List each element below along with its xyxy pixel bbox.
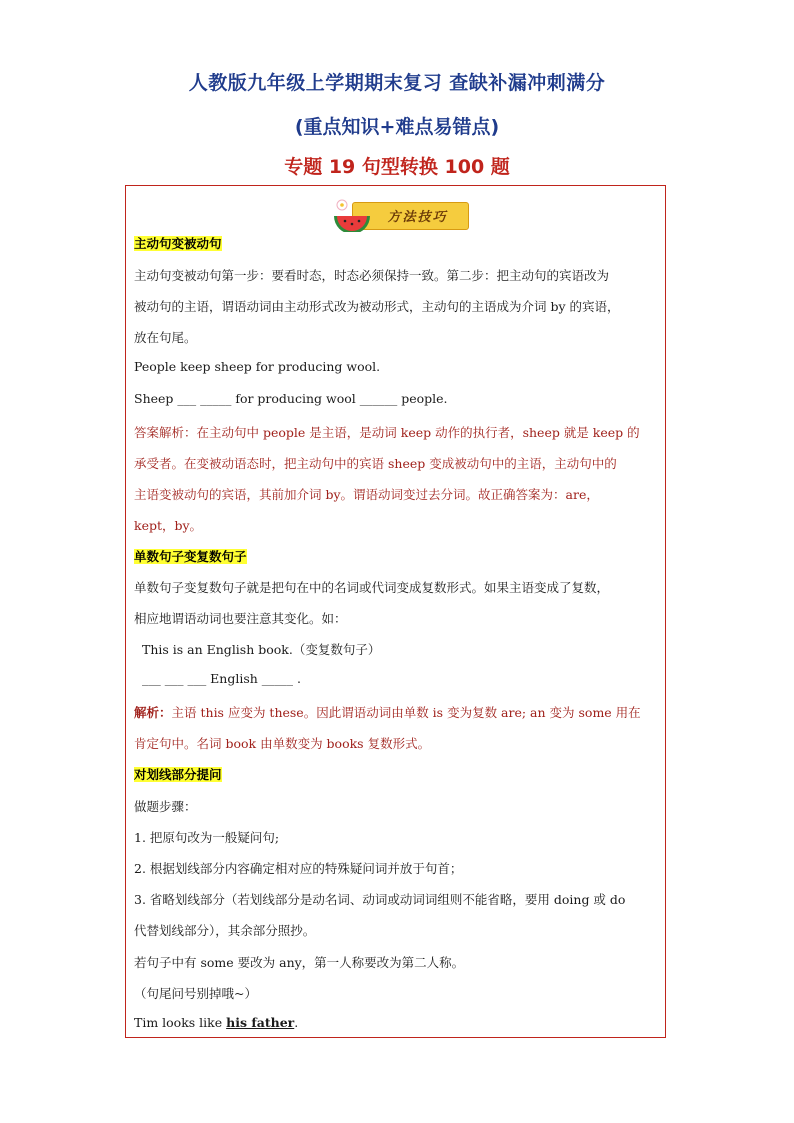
plural-analysis-line: 解析：主语 this 应变为 these。因此谓语动词由单数 is 变为复数 are; an 变为 some 用在 [134,705,641,720]
passive-example: People keep sheep for producing wool. [134,359,381,374]
passive-answer-line: 主语变被动句的宾语，其前加介词 by。谓语动词变过去分词。故正确答案为：are， [134,487,599,502]
section-heading-question: 对划线部分提问 [134,767,222,782]
step-item: 1. 把原句改为一般疑问句; [134,830,280,845]
passive-fill-blank: Sheep ___ _____ for producing wool ______ people. [134,391,448,406]
method-banner [330,194,470,232]
plural-analysis-line: 肯定句中。名词 book 由单数变为 books 复数形式。 [134,736,431,751]
step-item: 代替划线部分），其余部分照抄。 [134,923,316,938]
plural-example: This is an English book.（变复数句子） [142,642,381,657]
steps-label: 做题步骤： [134,799,197,814]
underlined-part: his father [226,1015,295,1030]
document-subtitle: (重点知识+难点易错点) [294,116,500,138]
plural-paragraph-line: 相应地谓语动词也要注意其变化。如： [134,611,347,626]
passive-answer-line: 答案解析：在主动句中 people 是主语，是动词 keep 动作的执行者，sheep 就是 keep 的 [134,425,640,440]
step-item: 2. 根据划线部分内容确定相对应的特殊疑问词并放于句首； [134,861,463,876]
watermelon-icon [330,194,374,232]
topic-title: 专题 19 句型转换 100 题 [284,156,510,178]
question-note: 若句子中有 some 要改为 any，第一人称要改为第二人称。 [134,955,465,970]
passive-paragraph-line: 被动句的主语，谓语动词由主动形式改为被动形式，主动句的主语成为介词 by 的宾语， [134,299,620,314]
banner-label: 方法技巧 [387,210,448,225]
passive-answer-line: kept，by。 [134,518,203,533]
passive-paragraph-line: 主动句变被动句第一步：要看时态，时态必须保持一致。第二步：把主动句的宾语改为 [134,268,610,283]
question-example: Tim looks like his father. [134,1015,299,1030]
step-item: 3. 省略划线部分（若划线部分是动名词、动词或动词词组则不能省略，要用 doing 或 do [134,892,626,907]
section-heading-plural: 单数句子变复数句子 [134,549,247,564]
plural-fill-blank: ___ ___ ___ English _____ . [142,671,301,686]
method-box [125,185,666,1038]
plural-paragraph-line: 单数句子变复数句子就是把句在中的名词或代词变成复数形式。如果主语变成了复数， [134,580,610,595]
document-title: 人教版九年级上学期期末复习 查缺补漏冲刺满分 [188,72,606,94]
passive-paragraph-line: 放在句尾。 [134,330,197,345]
question-tip: （句尾问号别掉哦~） [134,986,257,1001]
passive-answer-line: 承受者。在变被动语态时，把主动句中的宾语 sheep 变成被动句中的主语，主动句中的 [134,456,617,471]
section-heading-passive: 主动句变被动句 [134,236,222,251]
